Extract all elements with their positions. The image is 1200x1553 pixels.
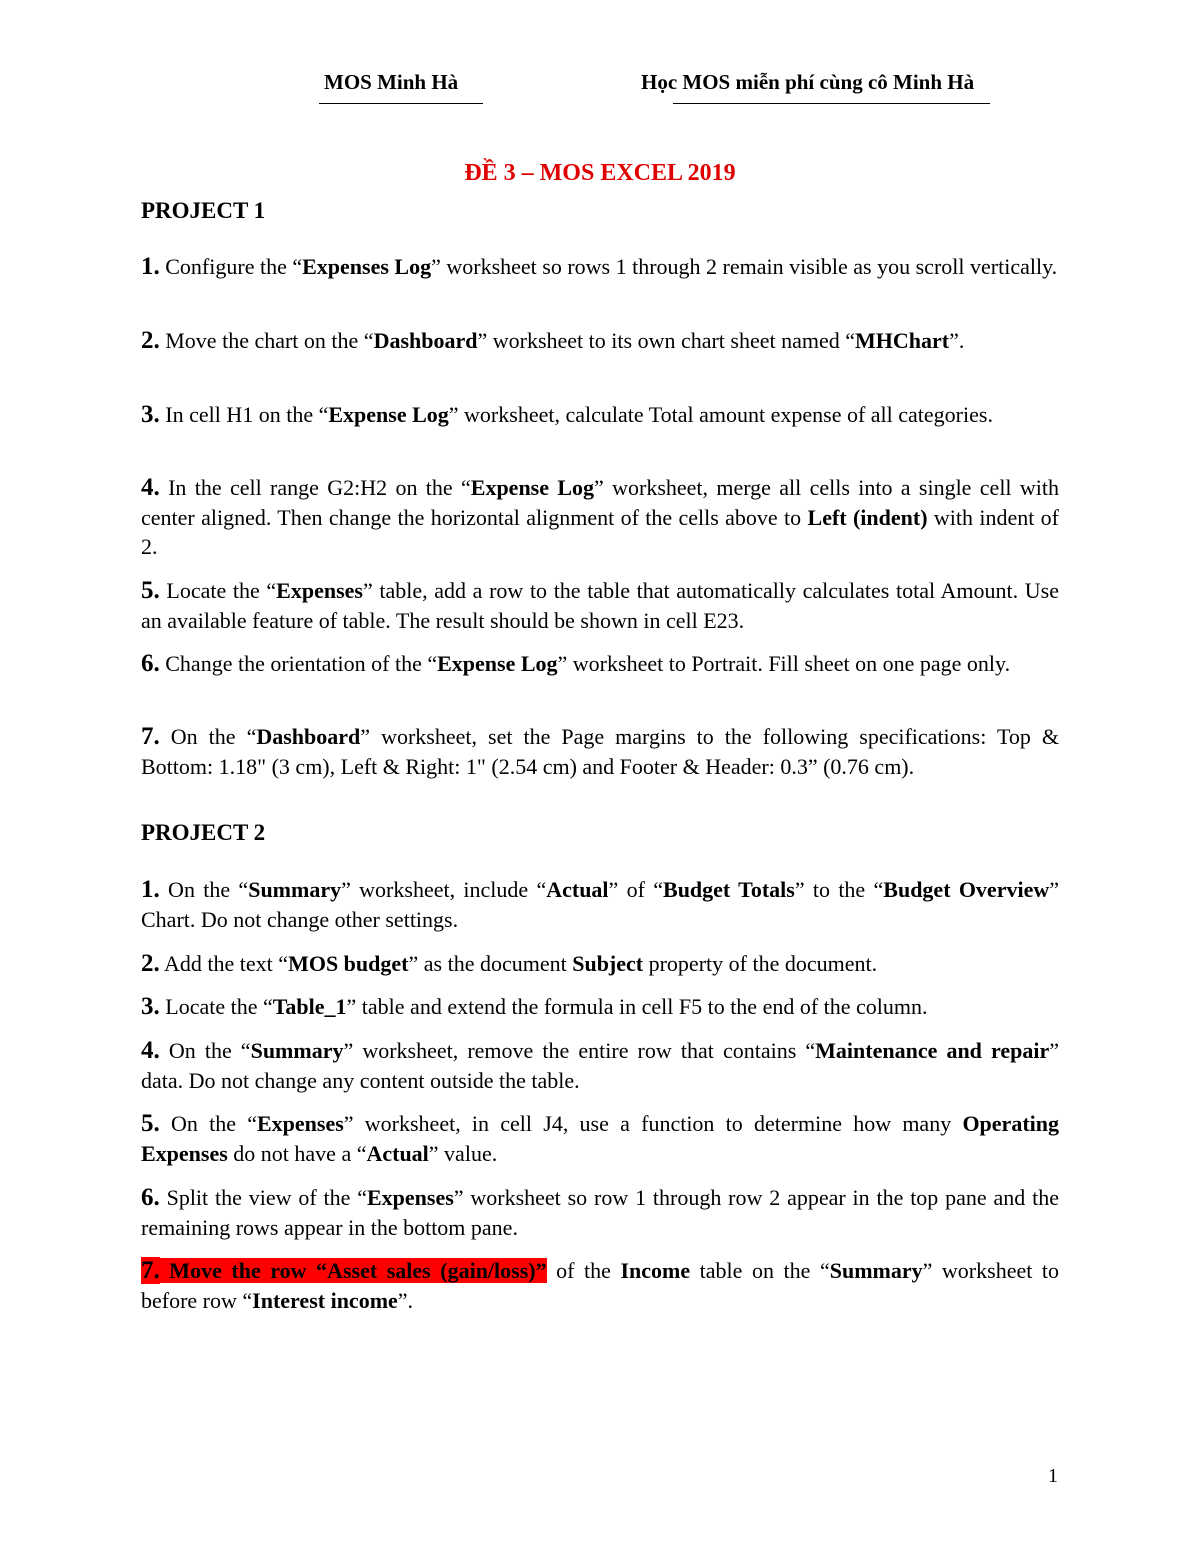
p1-item-5: 5. Locate the “Expenses” table, add a row to the table that automatically calculates total Amount. Use an available feature of table. The result should be shown in cell E23.: [141, 577, 1059, 633]
project2-heading: PROJECT 2: [141, 820, 266, 845]
p1-item-6: 6. Change the orientation of the “Expense Log” worksheet to Portrait. Fill sheet on one page only.: [141, 650, 1011, 677]
project1-heading: PROJECT 1: [141, 198, 266, 223]
header-right: Học MOS miễn phí cùng cô Minh Hà: [641, 70, 975, 94]
highlight-text: Move the row “Asset sales (gain/loss)”: [159, 1258, 547, 1283]
p1-item-7: 7. On the “Dashboard” worksheet, set the Page margins to the following specifications: Top & Bottom: 1.18" (3 cm), Left & Right: 1" (2.54 cm) and Footer & Header: 0.3” (0.76 cm).: [141, 723, 1060, 779]
p1-item-2: 2. Move the chart on the “Dashboard” worksheet to its own chart sheet named “MHChart”.: [141, 327, 965, 354]
header-right-underline: [673, 103, 990, 104]
p1-item-1: 1. Configure the “Expenses Log” worksheet so rows 1 through 2 remain visible as you scroll vertically.: [141, 253, 1058, 280]
header-left: MOS Minh Hà: [324, 70, 459, 94]
p1-item-3: 3. In cell H1 on the “Expense Log” worksheet, calculate Total amount expense of all categories.: [141, 401, 993, 428]
highlight-number: 7.: [141, 1257, 160, 1284]
p2-item-6: 6. Split the view of the “Expenses” worksheet so row 1 through row 2 appear in the top pane and the remaining rows appear in the bottom pane.: [141, 1184, 1059, 1240]
p2-item-5: 5. On the “Expenses” worksheet, in cell J4, use a function to determine how many Operating Expenses do not have a “Actual” value.: [141, 1110, 1059, 1166]
p1-item-4: 4. In the cell range G2:H2 on the “Expense Log” worksheet, merge all cells into a single cell with center aligned. Then change the horizontal alignment of the cells above to Left (indent) with indent of 2.: [141, 474, 1060, 559]
p2-item-7: 7. Move the row “Asset sales (gain/loss)” of the Income table on the “Summary” worksheet to before row “Interest income”.: [141, 1257, 1060, 1313]
document-title: ĐỀ 3 – MOS EXCEL 2019: [464, 160, 736, 186]
p2-item-3: 3. Locate the “Table_1” table and extend the formula in cell F5 to the end of the column.: [141, 993, 928, 1020]
p2-item-4: 4. On the “Summary” worksheet, remove the entire row that contains “Maintenance and repair” data. Do not change any content outside the table.: [141, 1037, 1060, 1093]
p2-item-2: 2. Add the text “MOS budget” as the document Subject property of the document.: [141, 950, 878, 977]
header-left-underline: [319, 103, 483, 104]
p2-item-1: 1. On the “Summary” worksheet, include “Actual” of “Budget Totals” to the “Budget Overview” Chart. Do not change other settings.: [141, 876, 1059, 932]
page-number: 1: [1048, 1465, 1058, 1487]
